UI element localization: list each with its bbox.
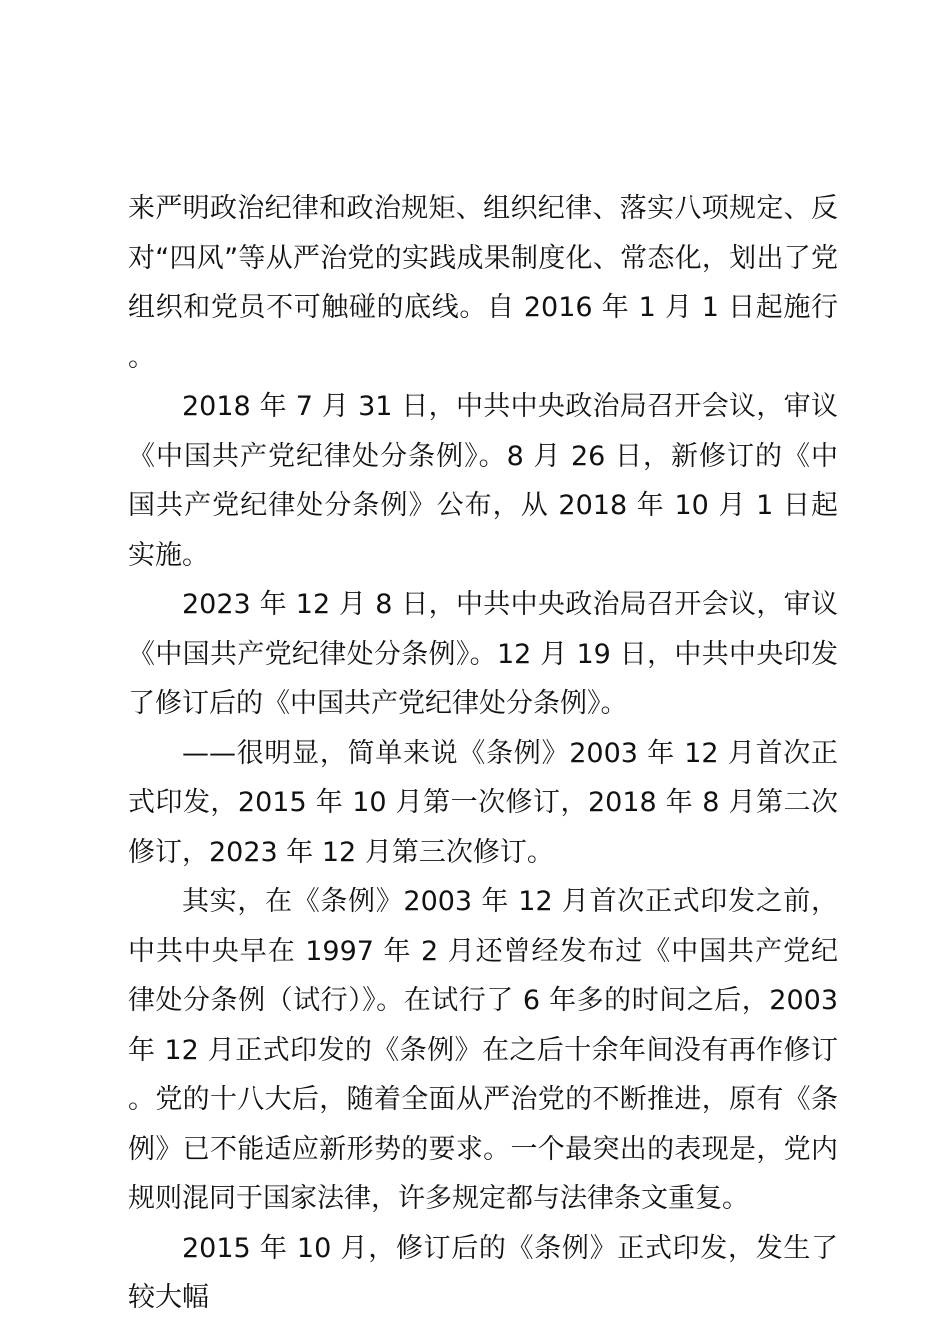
paragraph-2015-revision: 2015 年 10 月，修订后的《条例》正式印发，发生了较大幅 — [128, 1232, 838, 1313]
paragraph-history: 其实，在《条例》2003 年 12 月首次正式印发之前，中共中央早在 1997 年 2 月还曾经发布过《中国共产党纪律处分条例（试行）》。在试行了 6 年多的时间之后，2003 年 12 月正式印发的《条例》在之后十余年间没有再作修订。党的十八大后，随着全面从严治党的不断推进，原有《条例》已不能适应新形势的要求。一个最突出的表现是，党内规则混同于国家法律，许多规定都与法律条文重复。 — [128, 886, 838, 1214]
paragraph-2023-revision: 2023 年 12 月 8 日，中共中央政治局召开会议，审议《中国共产党纪律处分条例》。12 月 19 日，中共中央印发了修订后的《中国共产党纪律处分条例》。 — [128, 589, 838, 719]
document-body — [128, 184, 838, 1323]
paragraph-continuation: 来严明政治纪律和政治规矩、组织纪律、落实八项规定、反对“四风”等从严治党的实践成果制度化、常态化，划出了党组织和党员不可触碰的底线。自 2016 年 1 月 1 日起施行。 — [128, 193, 838, 373]
paragraph-summary: ——很明显，简单来说《条例》2003 年 12 月首次正式印发，2015 年 10 月第一次修订，2018 年 8 月第二次修订，2023 年 12 月第三次修订。 — [128, 737, 838, 868]
paragraph-2018-revision: 2018 年 7 月 31 日，中共中央政治局召开会议，审议《中国共产党纪律处分条例》。8 月 26 日，新修订的《中国共产党纪律处分条例》公布，从 2018 年 10 月 1 日起实施。 — [128, 391, 838, 571]
